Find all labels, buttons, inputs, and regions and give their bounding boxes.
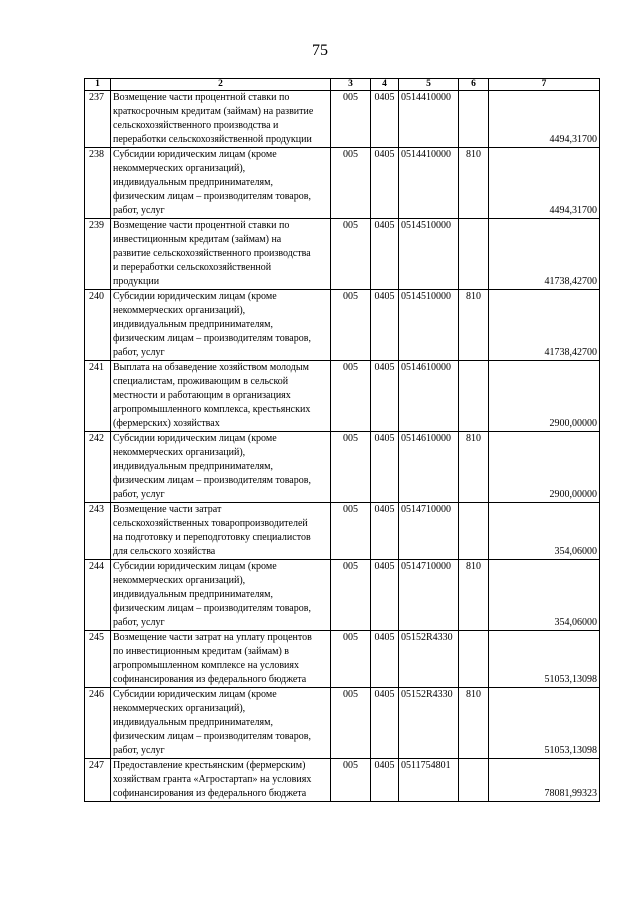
- table-body: [85, 91, 600, 802]
- expense-type-code: 810: [459, 432, 489, 503]
- row-number: 244: [85, 560, 111, 631]
- expense-type-code: 810: [459, 560, 489, 631]
- row-number: 240: [85, 290, 111, 361]
- section-code: 0405: [371, 631, 399, 688]
- header-col-1: 1: [85, 79, 111, 91]
- table-row: [85, 361, 600, 432]
- table-row: [85, 290, 600, 361]
- header-col-2: 2: [111, 79, 331, 91]
- description-line: (фермерских) хозяйствах: [113, 418, 220, 429]
- header-col-4: 4: [371, 79, 399, 91]
- description-line: индивидуальным предпринимателям,: [113, 717, 273, 728]
- description-line: Выплата на обзаведение хозяйством молодым: [113, 362, 309, 373]
- table-row: [85, 560, 600, 631]
- description-line: краткосрочным кредитам (займам) на развитие: [113, 106, 314, 117]
- row-number: 245: [85, 631, 111, 688]
- description-line: Субсидии юридическим лицам (кроме: [113, 149, 277, 160]
- row-number: 237: [85, 91, 111, 148]
- amount-value: 78081,99323: [489, 759, 600, 802]
- description-line: сельскохозяйственных товаропроизводителей: [113, 518, 308, 529]
- amount-value: 51053,13098: [489, 631, 600, 688]
- description-line: физическим лицам – производителям товаров,: [113, 475, 311, 486]
- row-description: [111, 361, 331, 432]
- header-col-3: 3: [331, 79, 371, 91]
- target-article-code: 05152R4330: [399, 688, 459, 759]
- table-header-row: [85, 79, 600, 91]
- target-article-code: 0514710000: [399, 503, 459, 560]
- amount-value: 41738,42700: [489, 219, 600, 290]
- section-code: 0405: [371, 91, 399, 148]
- amount-value: 4494,31700: [489, 148, 600, 219]
- description-line: на подготовку и переподготовку специалистов: [113, 532, 311, 543]
- description-line: Возмещение части затрат на уплату процентов: [113, 632, 312, 643]
- target-article-code: 0511754801: [399, 759, 459, 802]
- ministry-code: 005: [331, 148, 371, 219]
- description-line: Возмещение части процентной ставки по: [113, 92, 290, 103]
- description-line: индивидуальным предпринимателям,: [113, 319, 273, 330]
- page-number: 75: [312, 42, 328, 59]
- section-code: 0405: [371, 361, 399, 432]
- description-line: местности и работающим в организациях: [113, 390, 291, 401]
- amount-value: 2900,00000: [489, 361, 600, 432]
- description-line: физическим лицам – производителям товаров,: [113, 333, 311, 344]
- row-number: 242: [85, 432, 111, 503]
- ministry-code: 005: [331, 432, 371, 503]
- ministry-code: 005: [331, 560, 371, 631]
- table-row: [85, 91, 600, 148]
- description-line: Субсидии юридическим лицам (кроме: [113, 689, 277, 700]
- description-line: работ, услуг: [113, 617, 165, 628]
- description-line: индивидуальным предпринимателям,: [113, 461, 273, 472]
- table-row: [85, 688, 600, 759]
- amount-value: 2900,00000: [489, 432, 600, 503]
- table-row: [85, 631, 600, 688]
- target-article-code: 0514510000: [399, 290, 459, 361]
- section-code: 0405: [371, 290, 399, 361]
- description-line: по инвестиционным кредитам (займам) в: [113, 646, 290, 657]
- row-description: [111, 148, 331, 219]
- description-line: Возмещение части процентной ставки по: [113, 220, 290, 231]
- section-code: 0405: [371, 560, 399, 631]
- row-number: 246: [85, 688, 111, 759]
- expense-type-code: [459, 361, 489, 432]
- description-line: физическим лицам – производителям товаров,: [113, 731, 311, 742]
- description-line: агропромышленного комплекса, крестьянских: [113, 404, 311, 415]
- expense-type-code: 810: [459, 290, 489, 361]
- target-article-code: 0514410000: [399, 148, 459, 219]
- description-line: сельскохозяйственного производства и: [113, 120, 279, 131]
- amount-value: 354,06000: [489, 503, 600, 560]
- target-article-code: 0514610000: [399, 432, 459, 503]
- section-code: 0405: [371, 688, 399, 759]
- ministry-code: 005: [331, 503, 371, 560]
- row-number: 243: [85, 503, 111, 560]
- section-code: 0405: [371, 759, 399, 802]
- ministry-code: 005: [331, 290, 371, 361]
- description-line: специалистам, проживающим в сельской: [113, 376, 289, 387]
- description-line: софинансирования из федерального бюджета: [113, 674, 307, 685]
- amount-value: 4494,31700: [489, 91, 600, 148]
- ministry-code: 005: [331, 631, 371, 688]
- row-description: [111, 560, 331, 631]
- description-line: физическим лицам – производителям товаров,: [113, 191, 311, 202]
- amount-value: 354,06000: [489, 560, 600, 631]
- description-line: физическим лицам – производителям товаров,: [113, 603, 311, 614]
- description-line: индивидуальным предпринимателям,: [113, 589, 273, 600]
- description-line: и переработки сельскохозяйственной: [113, 262, 272, 273]
- target-article-code: 0514510000: [399, 219, 459, 290]
- expense-type-code: [459, 631, 489, 688]
- row-description: [111, 432, 331, 503]
- description-line: продукции: [113, 276, 160, 287]
- row-number: 238: [85, 148, 111, 219]
- description-line: для сельского хозяйства: [113, 546, 216, 557]
- description-line: некоммерческих организаций),: [113, 703, 246, 714]
- row-description: [111, 759, 331, 802]
- amount-value: 51053,13098: [489, 688, 600, 759]
- description-line: переработки сельскохозяйственной продукции: [113, 134, 312, 145]
- description-line: инвестиционным кредитам (займам) на: [113, 234, 282, 245]
- table-row: [85, 432, 600, 503]
- expense-type-code: 810: [459, 148, 489, 219]
- section-code: 0405: [371, 503, 399, 560]
- description-line: Возмещение части затрат: [113, 504, 222, 515]
- description-line: работ, услуг: [113, 489, 165, 500]
- description-line: индивидуальным предпринимателям,: [113, 177, 273, 188]
- description-line: работ, услуг: [113, 745, 165, 756]
- row-description: [111, 503, 331, 560]
- row-description: [111, 290, 331, 361]
- ministry-code: 005: [331, 219, 371, 290]
- row-description: [111, 688, 331, 759]
- description-line: развитие сельскохозяйственного производства: [113, 248, 311, 259]
- amount-value: 41738,42700: [489, 290, 600, 361]
- table-row: [85, 503, 600, 560]
- header-col-6: 6: [459, 79, 489, 91]
- header-col-5: 5: [399, 79, 459, 91]
- budget-table: [84, 78, 600, 802]
- section-code: 0405: [371, 432, 399, 503]
- header-col-7: 7: [489, 79, 600, 91]
- description-line: Субсидии юридическим лицам (кроме: [113, 291, 277, 302]
- expense-type-code: [459, 759, 489, 802]
- description-line: Предоставление крестьянским (фермерским): [113, 760, 306, 771]
- target-article-code: 0514610000: [399, 361, 459, 432]
- target-article-code: 0514710000: [399, 560, 459, 631]
- section-code: 0405: [371, 148, 399, 219]
- row-number: 241: [85, 361, 111, 432]
- description-line: работ, услуг: [113, 205, 165, 216]
- description-line: некоммерческих организаций),: [113, 305, 246, 316]
- row-number: 247: [85, 759, 111, 802]
- table-row: [85, 759, 600, 802]
- description-line: хозяйствам гранта «Агростартап» на условиях: [113, 774, 312, 785]
- expense-type-code: 810: [459, 688, 489, 759]
- row-description: [111, 631, 331, 688]
- description-line: софинансирования из федерального бюджета: [113, 788, 307, 799]
- description-line: работ, услуг: [113, 347, 165, 358]
- row-description: [111, 219, 331, 290]
- ministry-code: 005: [331, 91, 371, 148]
- ministry-code: 005: [331, 361, 371, 432]
- description-line: некоммерческих организаций),: [113, 163, 246, 174]
- table-row: [85, 219, 600, 290]
- description-line: некоммерческих организаций),: [113, 447, 246, 458]
- description-line: Субсидии юридическим лицам (кроме: [113, 561, 277, 572]
- table-row: [85, 148, 600, 219]
- description-line: некоммерческих организаций),: [113, 575, 246, 586]
- description-line: агропромышленном комплексе на условиях: [113, 660, 299, 671]
- target-article-code: 05152R4330: [399, 631, 459, 688]
- row-description: [111, 91, 331, 148]
- ministry-code: 005: [331, 688, 371, 759]
- expense-type-code: [459, 219, 489, 290]
- target-article-code: 0514410000: [399, 91, 459, 148]
- expense-type-code: [459, 503, 489, 560]
- row-number: 239: [85, 219, 111, 290]
- ministry-code: 005: [331, 759, 371, 802]
- expense-type-code: [459, 91, 489, 148]
- section-code: 0405: [371, 219, 399, 290]
- description-line: Субсидии юридическим лицам (кроме: [113, 433, 277, 444]
